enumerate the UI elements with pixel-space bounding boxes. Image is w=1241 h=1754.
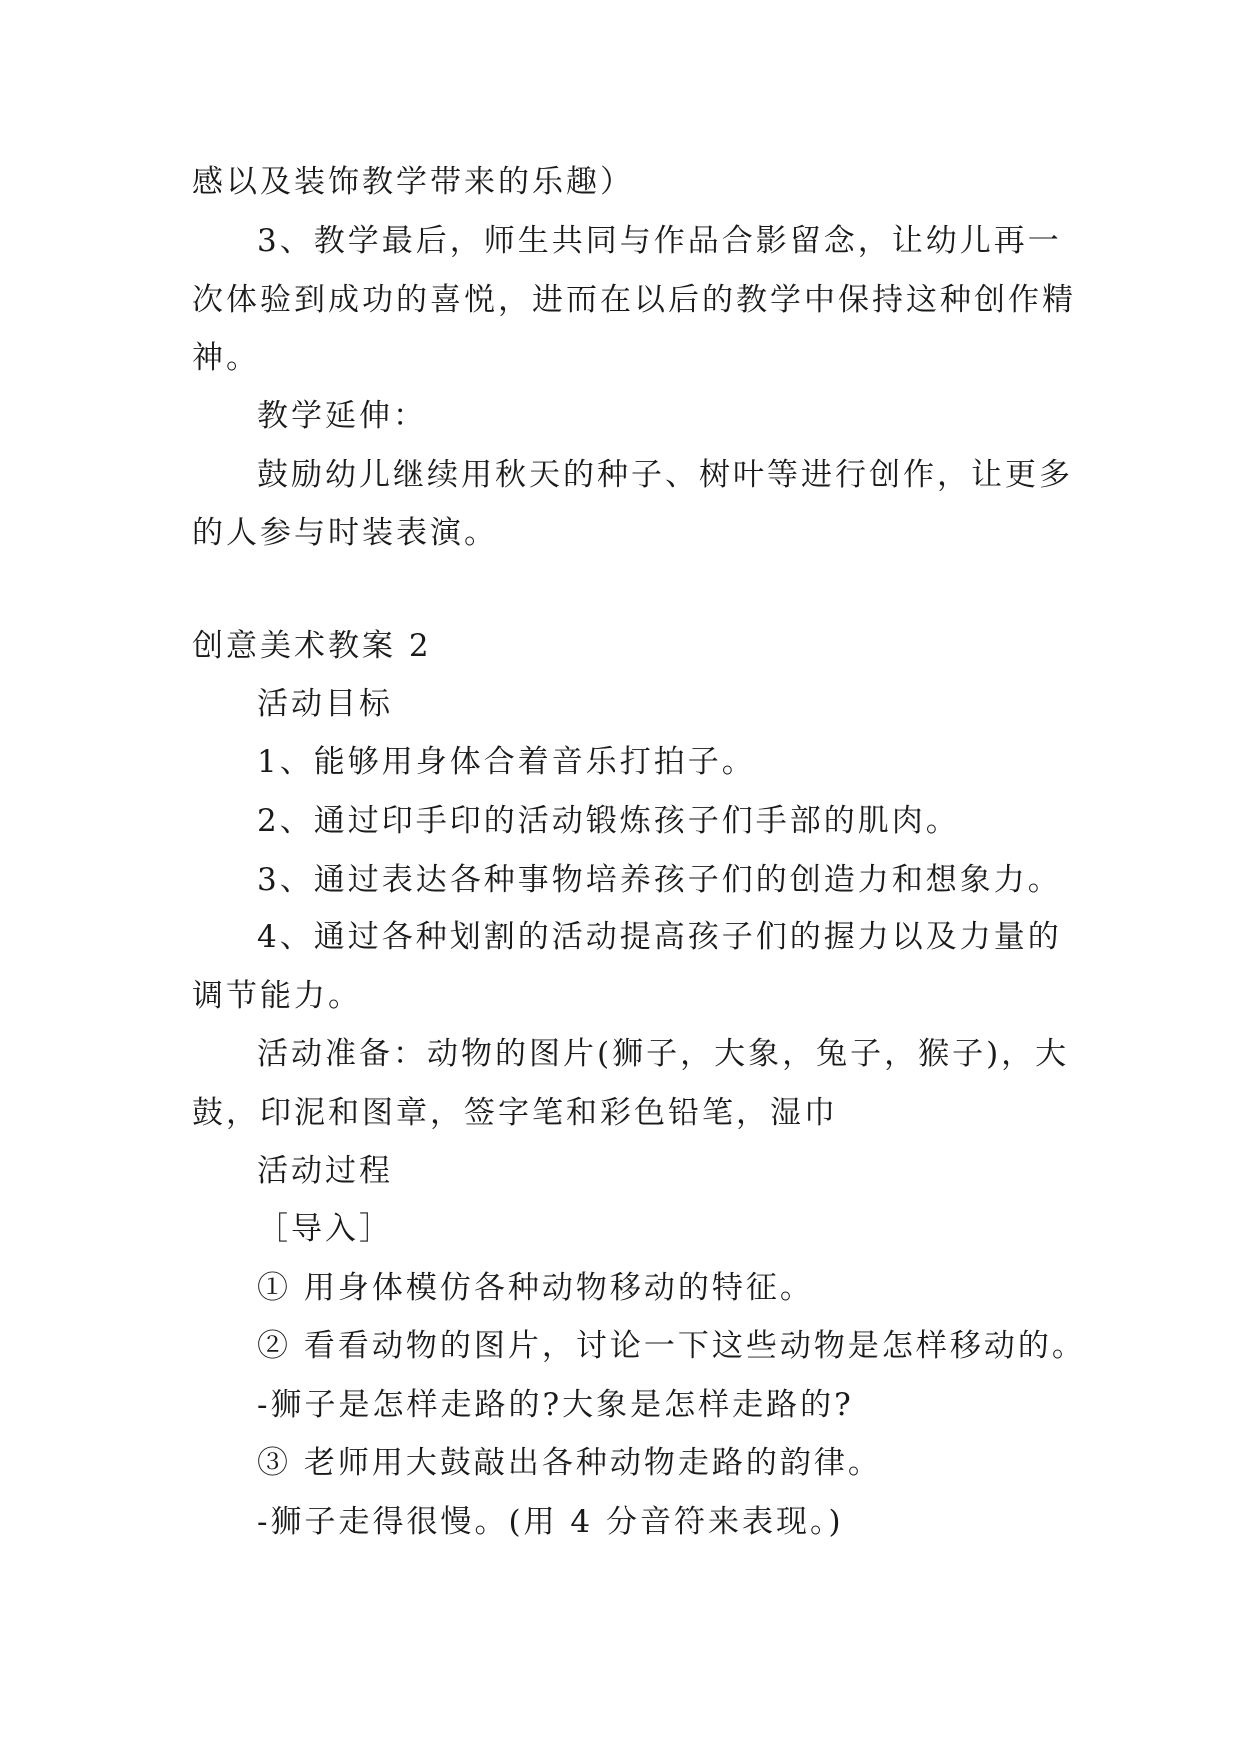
list-item: 3、通过表达各种事物培养孩子们的创造力和想象力。: [257, 862, 1062, 898]
paragraph-line: -狮子是怎样走路的?大象是怎样走路的?: [257, 1387, 854, 1423]
list-item: ③ 老师用大鼓敲出各种动物走路的韵律。: [257, 1445, 882, 1481]
paragraph-line: 鼓，印泥和图章，签字笔和彩色铅笔，湿巾: [192, 1095, 838, 1131]
paragraph-line: 鼓励幼儿继续用秋天的种子、树叶等进行创作，让更多: [257, 457, 1073, 493]
section-heading: 活动过程: [257, 1153, 393, 1189]
paragraph-line: 神。: [192, 340, 260, 376]
list-item: ② 看看动物的图片，讨论一下这些动物是怎样移动的。: [257, 1328, 1086, 1364]
list-item: 1、能够用身体合着音乐打拍子。: [257, 744, 756, 780]
list-item: 4、通过各种划割的活动提高孩子们的握力以及力量的: [257, 919, 1062, 955]
paragraph-line: 的人参与时装表演。: [192, 515, 498, 551]
section-heading: 活动目标: [257, 686, 393, 722]
paragraph-line: 调节能力。: [192, 978, 362, 1014]
list-item: ① 用身体模仿各种动物移动的特征。: [257, 1270, 814, 1306]
paragraph-line: 活动准备：动物的图片(狮子，大象，兔子，猴子)，大: [257, 1036, 1070, 1072]
list-item: 2、通过印手印的活动锻炼孩子们手部的肌肉。: [257, 803, 960, 839]
section-heading: 教学延伸：: [257, 398, 427, 434]
paragraph-line: 3、教学最后，师生共同与作品合影留念，让幼儿再一: [257, 223, 1062, 259]
paragraph-line: 次体验到成功的喜悦，进而在以后的教学中保持这种创作精: [192, 282, 1076, 318]
paragraph-line: 感以及装饰教学带来的乐趣）: [192, 164, 634, 200]
subsection-heading: ［导入］: [257, 1211, 393, 1247]
document-title: 创意美术教案 2: [192, 628, 432, 664]
paragraph-line: -狮子走得很慢。(用 4 分音符来表现。): [257, 1504, 844, 1540]
